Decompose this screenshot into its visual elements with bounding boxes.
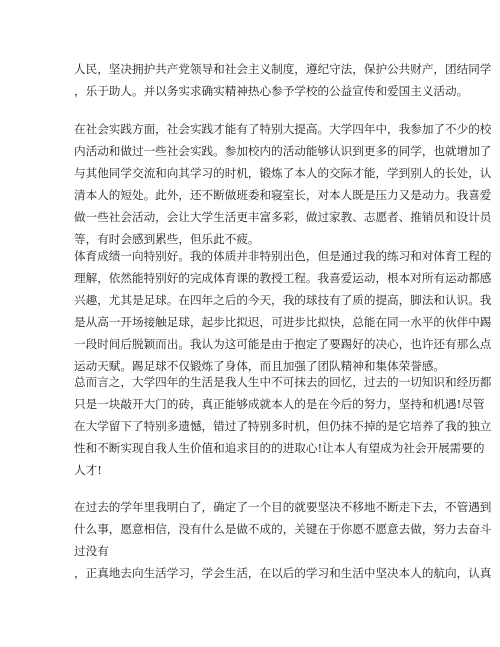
text-line: 内活动和做过一些社会实践。参加校内的活动能够认识到更多的同学，也就增加了 [74,144,492,158]
text-line: 在社会实践方面，社会实践才能有了特别大提高。大学四年中，我参加了不少的校 [74,122,492,136]
paragraph-2 [74,118,492,250]
text-line: 运动天赋。踢足球不仅锻炼了身体，而且加强了团队精神和集体荣誉感。 [74,359,446,373]
text-line: 人才! [74,463,102,477]
text-line: 总而言之，大学四年的生活是我人生中不可抹去的回忆，过去的一切知识和经历都 [74,375,492,389]
paragraph-5 [74,496,492,584]
text-line: 性和不断实现自我人生价值和追求目的的进取心!让本人有望成为社会开展需要的 [74,441,485,455]
text-line: 做一些社会活动，会让大学生活更丰富多彩，做过家教、志愿者、推销员和设计员 [74,210,492,224]
paragraph-4 [74,371,492,481]
text-line: 只是一块敲开大门的砖，真正能够成就本人的是在今后的努力，坚持和机遇!尽管 [74,397,485,411]
paragraph-3 [74,245,492,377]
text-line: 在过去的学年里我明白了，确定了一个目的就要坚决不移地不断走下去，不管遇到 [74,500,492,514]
text-line: 理解，依然能特别好的完成体育课的教授工程。我喜爱运动，根本对所有运动都感 [74,271,492,285]
text-line: 在大学留下了特别多遗憾，错过了特别多时机，但仍抹不掉的是它培养了我的独立 [74,419,492,433]
text-line: 与其他同学交流和向其学习的时机，锻炼了本人的交际才能，学到别人的长处，认 [74,166,492,180]
text-line: 人民，坚决拥护共产党领导和社会主义制度，遵纪守法，保护公共财产，团结同学 [74,62,492,76]
text-line: ，乐于助人。并以务实求确实精神热心参予学校的公益宣传和爱国主义活动。 [74,84,469,98]
text-line: ，正真地去向生活学习，学会生活，在以后的学习和生活中坚决本人的航向，认真 [74,566,492,580]
text-line: 等，有时会感到累些，但乐此不疲。 [74,232,260,246]
paragraph-1 [74,58,492,102]
text-line: 体育成绩一向特别好。我的体质并非特别出色，但是通过我的练习和对体育工程的 [74,249,492,263]
text-line: 兴趣，尤其是足球。在四年之后的今天，我的球技有了质的提高，脚法和认识。我 [74,293,492,307]
text-line: 清本人的短处。此外，还不断做班委和寝室长，对本人既是压力又是动力。我喜爱 [74,188,492,202]
text-line: 是从高一开场接触足球，起步比拟迟，可进步比拟快，总能在同一水平的伙伴中踢 [74,315,492,329]
text-line: 过没有 [74,544,109,558]
text-line: 什么事，愿意相信，没有什么是做不成的，关键在于你愿不愿意去做，努力去奋斗 [74,522,492,536]
text-line: 一段时间后脱颖而出。我认为这可能是由于抱定了要踢好的决心，也许还有那么点 [74,337,492,351]
